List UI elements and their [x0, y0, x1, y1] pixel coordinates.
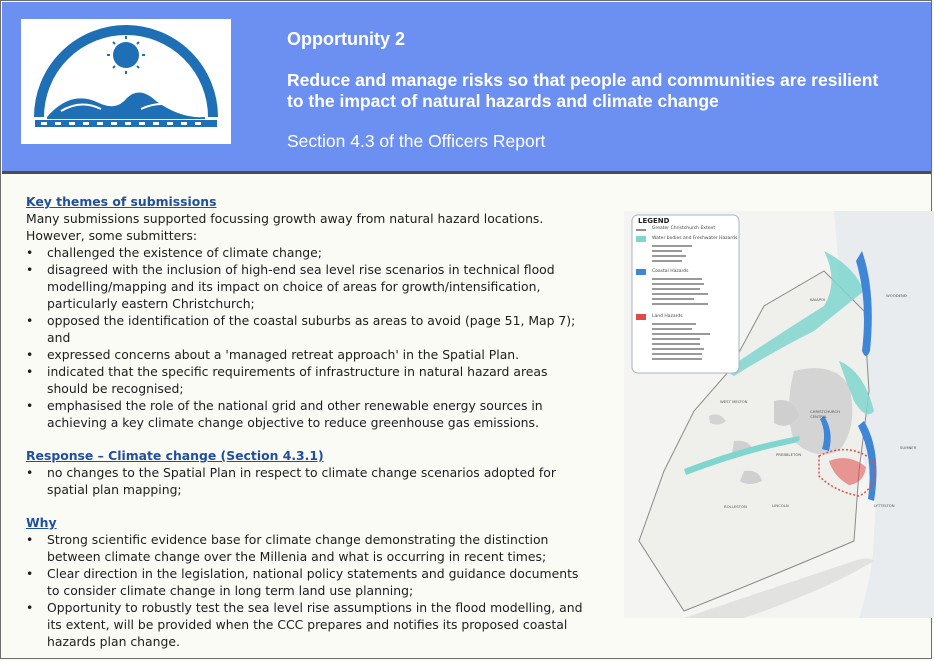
list-item: • Opportunity to robustly test the sea level rise assumptions in the flood modelling, and its extent, will be provided when the CCC prepares and notifies its proposed coastal hazards plan change. [26, 599, 586, 650]
themes-intro: Many submissions supported focussing growth away from natural hazard locations. However, some submitters: [26, 211, 544, 243]
map-label: KAIAPOI [810, 297, 826, 302]
why-list [26, 531, 586, 650]
list-item: • Strong scientific evidence base for climate change demonstrating the distinction between climate change over the Millenia and what is occurring in recent times; [26, 531, 586, 565]
list-item: • challenged the existence of climate change; [26, 244, 586, 261]
slide-subheading: Reduce and manage risks so that people and communities are resilient to the impact of natural hazards and climate change [287, 70, 879, 111]
list-item: • Clear direction in the legislation, national policy statements and guidance documents to consider climate change in long term land use planning; [26, 565, 586, 599]
response-heading: Response – Climate change (Section 4.3.1) [26, 448, 324, 463]
legend-item: Coastal Hazards [652, 269, 689, 274]
why-heading: Why [26, 515, 57, 530]
map-label: SUMNER [900, 445, 917, 450]
list-item: • no changes to the Spatial Plan in respect to climate change scenarios adopted for spatial plan mapping; [26, 464, 586, 498]
list-item: • emphasised the role of the national grid and other renewable energy sources in achieving a key climate change objective to reduce greenhouse gas emissions. [26, 397, 586, 431]
map-label: LINCOLN [772, 503, 789, 508]
slide-heading: Opportunity 2 [287, 29, 405, 49]
section-reference: Section 4.3 of the Officers Report [287, 131, 546, 151]
header-banner [2, 2, 931, 174]
list-item: • indicated that the specific requirements of infrastructure in natural hazard areas should be recognised; [26, 363, 586, 397]
response-list [26, 464, 586, 498]
map-label: WOODEND [886, 293, 907, 298]
map-label: CHRISTCHURCH CENTRAL [810, 409, 841, 419]
list-item: • disagreed with the inclusion of high-end sea level rise scenarios in technical flood modelling/mapping and its impact on choice of areas for growth/intensification, particularly eastern Christchurch; [26, 261, 586, 312]
themes-list [26, 244, 586, 431]
logo [21, 19, 231, 144]
content-body [26, 193, 586, 650]
legend-item: Water bodies and Freshwater Hazards [652, 236, 738, 241]
map-label: PREBBLETON [776, 452, 802, 457]
map-label: ROLLESTON [724, 504, 747, 509]
list-item: • opposed the identification of the coastal suburbs as areas to avoid (page 51, Map 7); and [26, 312, 586, 346]
map-label: WEST MELTON [720, 399, 748, 404]
hazard-map [624, 211, 934, 618]
list-item: • expressed concerns about a 'managed retreat approach' in the Spatial Plan. [26, 346, 586, 363]
legend-title: LEGEND [638, 217, 670, 225]
themes-heading: Key themes of submissions [26, 194, 217, 209]
legend-item: Land Hazards [652, 314, 683, 319]
map-label: LYTTELTON [874, 503, 895, 508]
legend-item: Greater Christchurch Extent [652, 226, 716, 231]
